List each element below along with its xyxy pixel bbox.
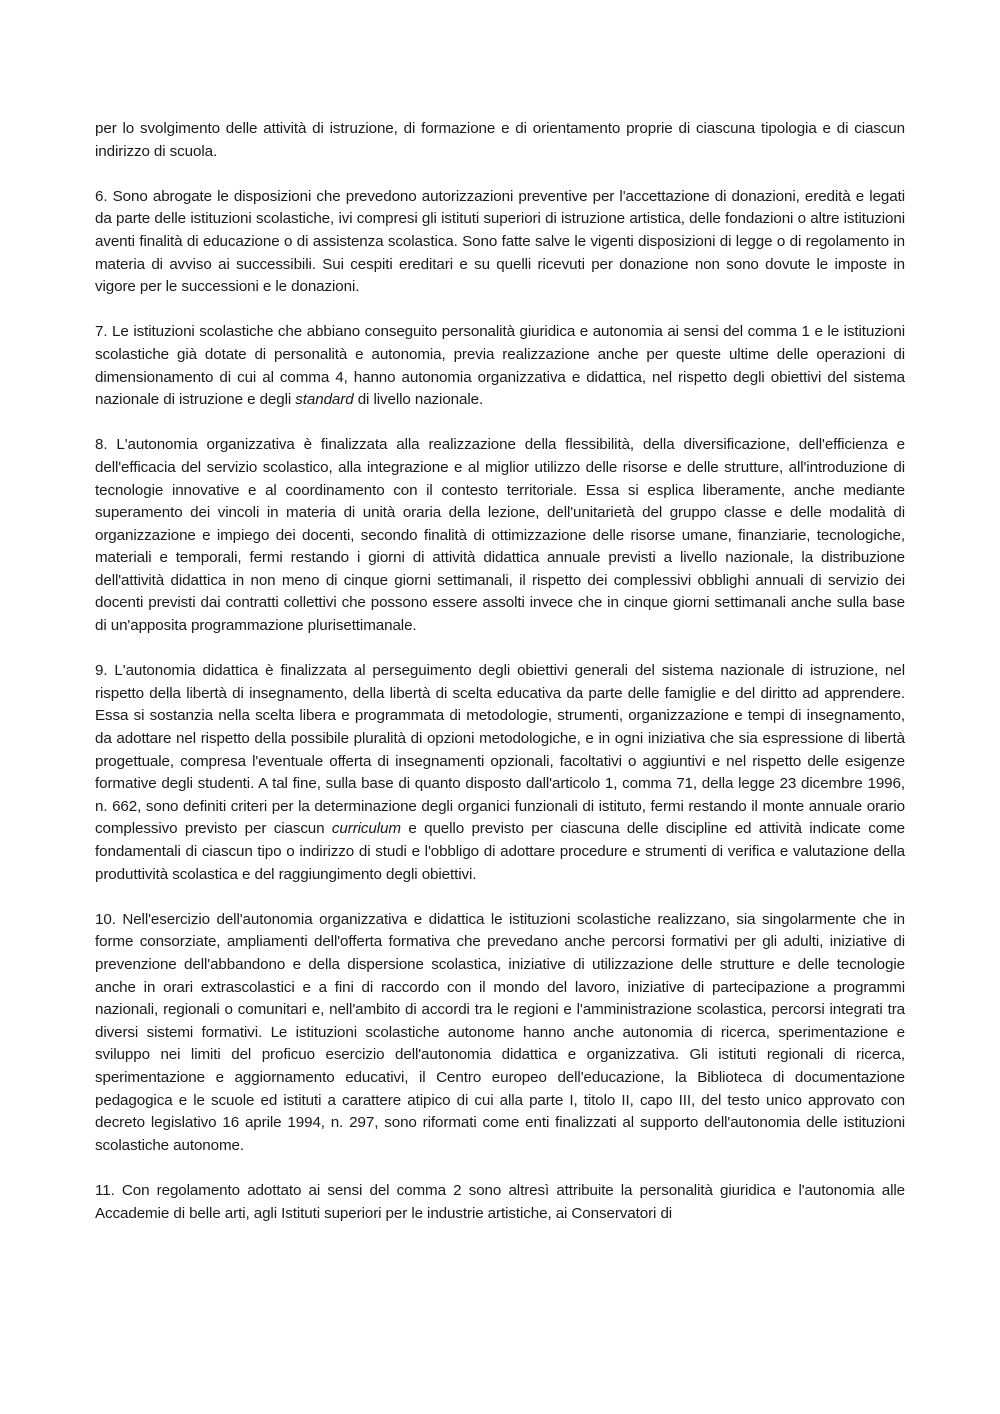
paragraph-text: 9. L'autonomia didattica è finalizzata al perseguimento degli obiettivi generali del sistema nazionale di istruzione, nel rispetto della libertà di insegnamento, della libertà di scelta educativa da parte delle famiglie e del diritto ad apprendere. Essa si sostanzia nella scelta libera e programmata di metodologie, strumenti, organizzazione e tempi di insegnamento, da adottare nel rispetto della possibile pluralità di opzioni metodologiche, e in ogni iniziativa che sia espressione di libertà progettuale, compresa l'eventuale offerta di insegnamenti opzionali, facoltativi o aggiuntivi e nel rispetto delle esigenze formative degli studenti. A tal fine, sulla base di quanto disposto dall'articolo 1, comma 71, della legge 23 dicembre 1996, n. 662, sono definiti criteri per la determinazione degli organici funzionali di istituto, fermi restando il monte annuale orario complessivo previsto per ciascun	[95, 662, 905, 838]
paragraph-text: 11. Con regolamento adottato ai sensi del comma 2 sono altresì attribuite la personalità giuridica e l'autonomia alle Accademie di belle arti, agli Istituti superiori per le industrie artistiche, ai Conservatori di	[95, 1181, 905, 1222]
paragraph	[95, 186, 905, 299]
paragraph-text: 8. L'autonomia organizzativa è finalizzata alla realizzazione della flessibilità, della diversificazione, dell'efficienza e dell'efficacia del servizio scolastico, alla integrazione e al miglior utilizzo delle risorse e delle strutture, all'introduzione di tecnologie innovative e al coordinamento con il contesto territoriale. Essa si esplica liberamente, anche mediante superamento dei vincoli in materia di unità oraria della lezione, dell'unitarietà del gruppo classe e delle modalità di organizzazione e impiego dei docenti, secondo finalità di ottimizzazione delle risorse umane, finanziarie, tecnologiche, materiali e temporali, fermi restando i giorni di attività didattica annuale previsti a livello nazionale, la distribuzione dell'attività didattica in non meno di cinque giorni settimanali, il rispetto dei complessivi obblighi annuali di servizio dei docenti previsti dai contratti collettivi che possono essere assolti invece che in cinque giorni settimanali anche sulla base di un'apposita programmazione plurisettimanale.	[95, 436, 905, 635]
paragraph	[95, 321, 905, 411]
paragraph-text: per lo svolgimento delle attività di istruzione, di formazione e di orientamento proprie di ciascuna tipologia e di ciascun indirizzo di scuola.	[95, 120, 905, 160]
paragraph-text: 7. Le istituzioni scolastiche che abbiano conseguito personalità giuridica e autonomia ai sensi del comma 1 e le istituzioni scolastiche già dotate di personalità e autonomia, previa realizzazione anche per queste ultime delle operazioni di dimensionamento di cui al comma 4, hanno autonomia organizzativa e didattica, nel rispetto degli obiettivi del sistema nazionale di istruzione e degli	[95, 323, 905, 409]
paragraph-text: 6. Sono abrogate le disposizioni che prevedono autorizzazioni preventive per l'accettazione di donazioni, eredità e legati da parte delle istituzioni scolastiche, ivi compresi gli istituti superiori di istruzione artistica, delle fondazioni o altre istituzioni aventi finalità di educazione o di assistenza scolastica. Sono fatte salve le vigenti disposizioni di legge o di regolamento in materia di avviso ai successibili. Sui cespiti ereditari e su quelli ricevuti per donazione non sono dovute le imposte in vigore per le successioni e le donazioni.	[95, 187, 905, 296]
paragraph	[95, 118, 905, 163]
paragraph	[95, 909, 905, 1158]
paragraph	[95, 1180, 905, 1225]
paragraph	[95, 660, 905, 886]
italic-text: standard	[295, 391, 354, 409]
document-body	[95, 118, 905, 1225]
paragraph-text: 10. Nell'esercizio dell'autonomia organizzativa e didattica le istituzioni scolastiche realizzano, sia singolarmente che in forme consorziate, ampliamenti dell'offerta formativa che prevedano anche percorsi formativi per gli adulti, iniziative di prevenzione dell'abbandono e della dispersione scolastica, iniziative di utilizzazione delle strutture e delle tecnologie anche in orari extrascolastici e a fini di raccordo con il mondo del lavoro, iniziative di partecipazione a programmi nazionali, regionali o comunitari e, nell'ambito di accordi tra le regioni e l'amministrazione scolastica, percorsi integrati tra diversi sistemi formativi. Le istituzioni scolastiche autonome hanno anche autonomia di ricerca, sperimentazione e sviluppo nei limiti del proficuo esercizio dell'autonomia didattica e organizzativa. Gli istituti regionali di ricerca, sperimentazione e aggiornamento educativi, il Centro europeo dell'educazione, la Biblioteca di documentazione pedagogica e le scuole ed istituti a carattere atipico di cui alla parte I, titolo II, capo III, del testo unico approvato con decreto legislativo 16 aprile 1994, n. 297, sono riformati come enti finalizzati al supporto dell'autonomia delle istituzioni scolastiche autonome.	[95, 910, 905, 1154]
paragraph	[95, 434, 905, 637]
italic-text: curriculum	[331, 820, 401, 838]
paragraph-text: e quello previsto per ciascuna delle discipline ed attività indicate come fondamentali di ciascun tipo o indirizzo di studi e l'obbligo di adottare procedure e strumenti di verifica e valutazione della produttività scolastica e del raggiungimento degli obiettivi.	[95, 820, 905, 883]
paragraph-text: di livello nazionale.	[353, 391, 484, 409]
